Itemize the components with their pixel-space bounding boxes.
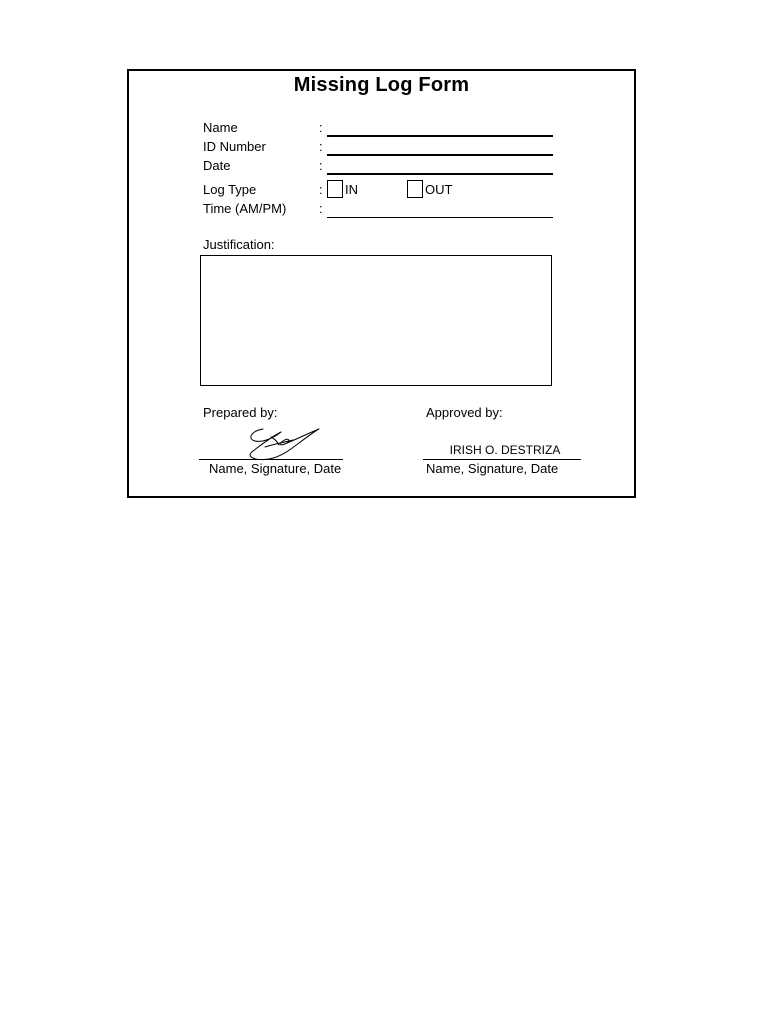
- form-title: Missing Log Form: [293, 74, 470, 96]
- justification-label: Justification:: [203, 237, 275, 252]
- log-type-in-checkbox[interactable]: [327, 180, 343, 198]
- approved-signature-line: [423, 459, 581, 460]
- date-label: Date: [203, 158, 231, 173]
- log-type-out-label: OUT: [425, 182, 453, 197]
- log-type-label: Log Type: [203, 182, 257, 197]
- log-type-out-checkbox[interactable]: [407, 180, 423, 198]
- time-colon: :: [319, 201, 323, 216]
- justification-textarea[interactable]: [200, 255, 552, 386]
- name-field[interactable]: [327, 135, 553, 137]
- handwritten-signature-icon: [241, 423, 323, 463]
- date-colon: :: [319, 158, 323, 173]
- time-label: Time (AM/PM): [203, 201, 287, 216]
- id-number-label: ID Number: [203, 139, 266, 154]
- id-number-colon: :: [319, 139, 323, 154]
- log-type-in-label: IN: [345, 182, 358, 197]
- approved-caption: Name, Signature, Date: [426, 461, 559, 476]
- approved-by-label: Approved by:: [426, 405, 503, 420]
- approver-name: IRISH O. DESTRIZA: [449, 443, 561, 457]
- name-label: Name: [203, 120, 238, 135]
- prepared-caption: Name, Signature, Date: [209, 461, 342, 476]
- id-number-field[interactable]: [327, 154, 553, 156]
- missing-log-form: [127, 69, 636, 498]
- prepared-by-label: Prepared by:: [203, 405, 278, 420]
- log-type-colon: :: [319, 182, 323, 197]
- name-colon: :: [319, 120, 323, 135]
- prepared-signature-line: [199, 459, 343, 460]
- date-field[interactable]: [327, 173, 553, 175]
- time-field[interactable]: [327, 217, 553, 218]
